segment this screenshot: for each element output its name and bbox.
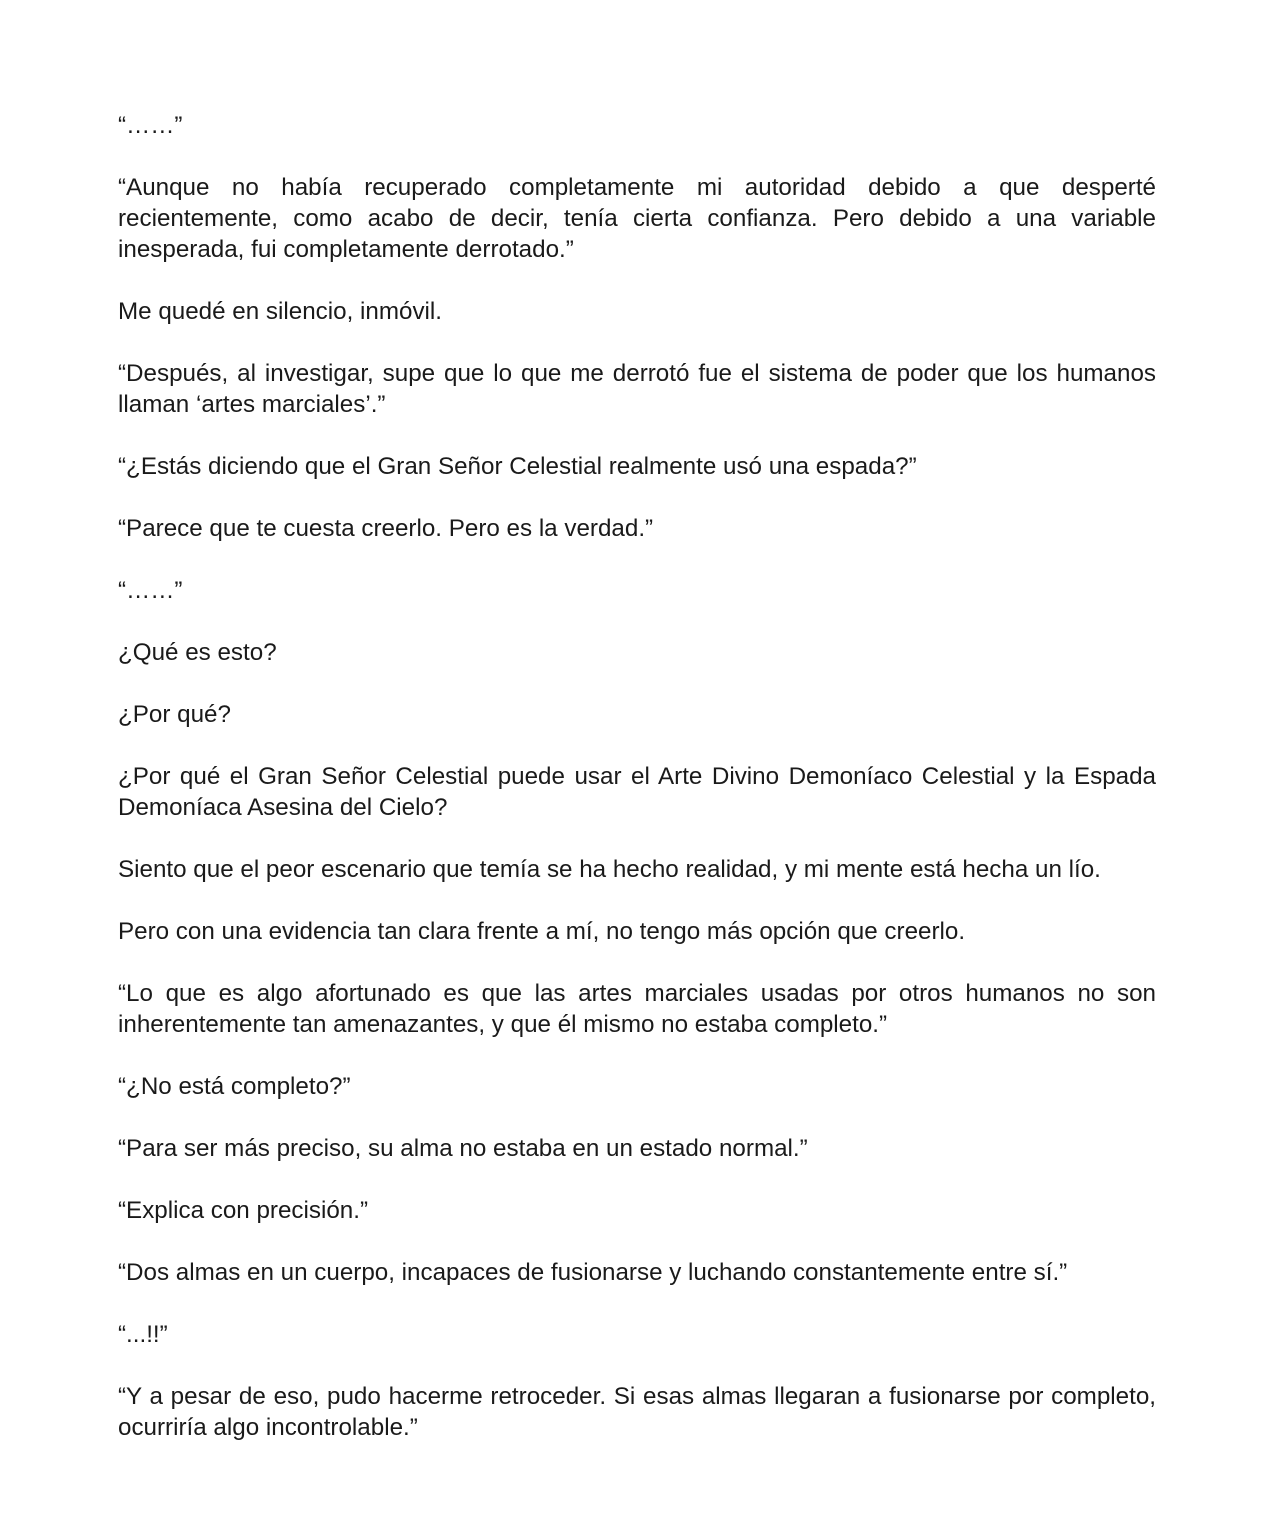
paragraph: “……” <box>118 577 183 604</box>
paragraph: Pero con una evidencia tan clara frente a mí, no tengo más opción que creerlo. <box>118 918 966 945</box>
paragraph: “Parece que te cuesta creerlo. Pero es la verdad.” <box>118 515 654 542</box>
paragraph: “Después, al investigar, supe que lo que me derrotó fue el sistema de poder que los humanos llaman ‘artes marciales’.” <box>118 360 1156 418</box>
document-page <box>118 110 1156 1474</box>
paragraph: “Y a pesar de eso, pudo hacerme retroceder. Si esas almas llegaran a fusionarse por completo, ocurriría algo incontrolable.” <box>118 1383 1156 1441</box>
paragraph: “Aunque no había recuperado completamente mi autoridad debido a que desperté recientemente, como acabo de decir, tenía cierta confianza. Pero debido a una variable inesperada, fui completamente derrotado.” <box>118 174 1156 263</box>
paragraph: ¿Por qué? <box>118 701 231 728</box>
paragraph: “...!!” <box>118 1321 168 1348</box>
paragraph: “¿Estás diciendo que el Gran Señor Celestial realmente usó una espada?” <box>118 453 917 480</box>
paragraph: “¿No está completo?” <box>118 1073 351 1100</box>
paragraph: “Dos almas en un cuerpo, incapaces de fusionarse y luchando constantemente entre sí.” <box>118 1259 1068 1286</box>
paragraph: ¿Qué es esto? <box>118 639 277 666</box>
paragraph: ¿Por qué el Gran Señor Celestial puede usar el Arte Divino Demoníaco Celestial y la Espada Demoníaca Asesina del Cielo? <box>118 763 1156 821</box>
paragraph: “Para ser más preciso, su alma no estaba en un estado normal.” <box>118 1135 808 1162</box>
paragraph: Siento que el peor escenario que temía se ha hecho realidad, y mi mente está hecha un lío. <box>118 856 1101 883</box>
paragraph: Me quedé en silencio, inmóvil. <box>118 298 443 325</box>
paragraph: “Explica con precisión.” <box>118 1197 369 1224</box>
paragraph: “Lo que es algo afortunado es que las artes marciales usadas por otros humanos no son inherentemente tan amenazantes, y que él mismo no estaba completo.” <box>118 980 1156 1038</box>
paragraph: “……” <box>118 112 183 139</box>
